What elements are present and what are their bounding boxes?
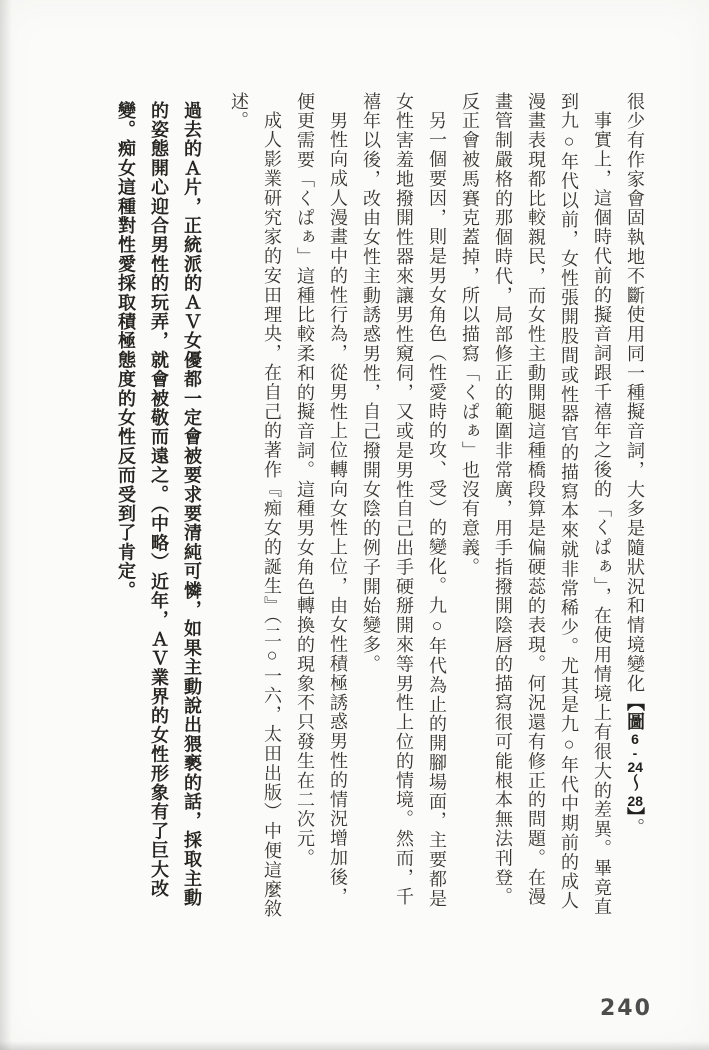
page-number: 240 — [600, 996, 652, 1021]
figure-ref-tilde: ～ — [625, 774, 645, 794]
paragraph-2: 事實上，這個時代前的擬音詞跟千禧年之後的「くぱぁ」，在使用情境上有很大的差異。畢竟直到九○年代以前，女性張開股間或性器官的描寫本來就非常稀少。尤其是九○年代中期前的成人漫畫表現都比較親民，而女性主動開腿這種橋段算是偏硬蕊的表現。何況還有修正的問題。在漫畫管制嚴格的那個時代，局部修正的範圍非常廣，用手指撥開陰唇的描寫很可能根本無法刊登。反正會被馬賽克蓋掉，所以描寫「くぱぁ」也沒有意義。 — [460, 92, 612, 917]
figure-ref-number-3: 28 — [627, 793, 643, 808]
vertical-text-block — [109, 92, 651, 922]
page-edge-shadow-bottom — [0, 1041, 709, 1050]
figure-ref-dash: - — [632, 746, 638, 761]
quote-block: 過去的Ａ片，正統派的ＡＶ女優都一定會被要求要清純可憐，如果主動說出猥褻的話，採取主動的姿態開心迎合男性的玩弄，就會被敬而遠之。（中略）近年，ＡＶ業界的女性形象有了巨大改變。痴女這種對性愛採取積極態度的女性反而受到了肯定。 — [116, 101, 202, 908]
paragraph-1 — [618, 92, 651, 922]
figure-ref-number-2: 24 — [627, 760, 643, 775]
figure-ref-open: 【圖 — [625, 693, 645, 733]
figure-reference — [625, 693, 645, 818]
paragraph-4: 男性向成人漫畫中的性行為，從男性上位轉向女性上位，由女性積極誘惑男性的情況增加後，便更需要「くぱぁ」這種比較柔和的擬音詞。這種男女角色轉換的現象不只發生在二次元。 — [295, 92, 348, 907]
paragraph-3: 另一個要因，則是男女角色（性愛時的攻、受）的變化。九○年代為止的開腳場面，主要都是女性害羞地撥開性器來讓男性窺伺，又或是男性自己出手硬掰開來等男性上位的情境。然而，千禧年以後，改由女性主動誘惑男性，自己撥開女陰的例子開始變多。 — [361, 92, 447, 909]
page-edge-shadow-left — [0, 0, 12, 1050]
paragraph-5: 成人影業研究家的安田理央，在自己的著作『痴女的誕生』（二○一六，太田出版）中便這麼敘述。 — [229, 92, 282, 919]
paragraph-1-period: 。 — [625, 818, 645, 838]
figure-ref-number-1: 6 — [631, 732, 639, 747]
paragraph-1-text: 很少有作家會固執地不斷使用同一種擬音詞，大多是隨狀況和情境變化 — [625, 92, 645, 694]
figure-ref-close: 】 — [625, 807, 645, 819]
